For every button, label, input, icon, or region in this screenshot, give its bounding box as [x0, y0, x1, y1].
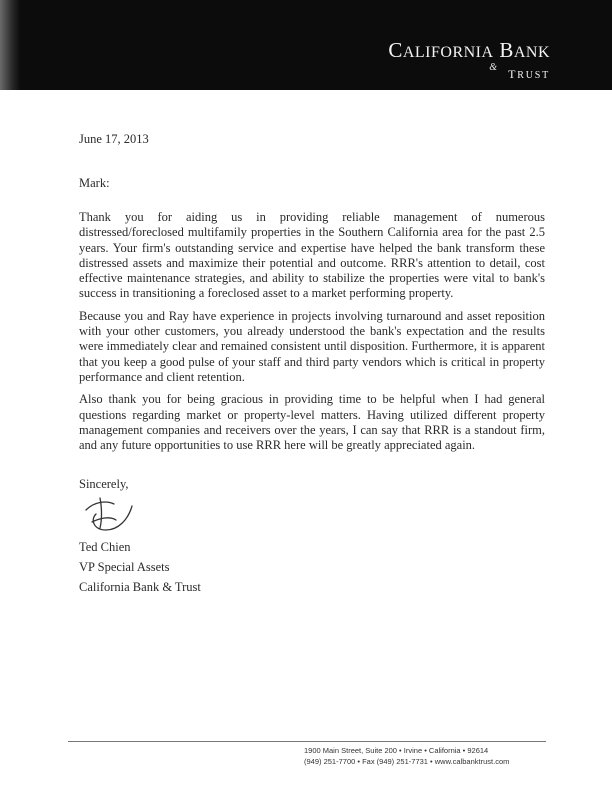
logo-name-line2: TRUST	[508, 67, 550, 81]
letterhead-banner	[0, 0, 612, 90]
signer-name: Ted Chien	[79, 540, 131, 554]
letter-salutation: Mark:	[79, 176, 110, 190]
handwritten-signature	[80, 494, 140, 536]
body-paragraph: Thank you for aiding us in providing reliable management of numerous distressed/foreclosed multifamily properties in the Southern California area for the past 2.5 years. Your firm's outstanding service and expertise have helped the bank transform these distressed assets and maximize their potential and outcome. RRR's attention to detail, cost effective maintenance strategies, and ability to stabilize the properties were vital to bank's success in transitioning a foreclosed asset to a market performing property.	[79, 210, 545, 301]
logo-name-line1: CALIFORNIA BANK	[388, 38, 550, 62]
bank-logo	[388, 38, 550, 81]
banner-edge-shading	[0, 0, 20, 90]
footer-divider	[68, 741, 546, 742]
footer-contact: (949) 251-7700 • Fax (949) 251-7731 • www.calbanktrust.com	[304, 757, 510, 766]
signer-company: California Bank & Trust	[79, 580, 201, 594]
letter-closing: Sincerely,	[79, 477, 129, 491]
letter-date: June 17, 2013	[79, 132, 149, 146]
logo-ampersand: &	[489, 62, 497, 73]
body-paragraph: Because you and Ray have experience in projects involving turnaround and asset reposition with your other customers, you already understood the bank's expectation and the results were immediately clear and remained consistent until disposition. Furthermore, it is apparent that you keep a good pulse of your staff and third party vendors which is critical in property performance and client retention.	[79, 308, 545, 384]
body-paragraph: Also thank you for being gracious in providing time to be helpful when I had general questions regarding market or property-level matters. Having utilized different property management companies and receivers over the years, I can say that RRR is a standout firm, and any future opportunities to use RRR here will be greatly appreciated again.	[79, 392, 545, 453]
signer-title: VP Special Assets	[79, 560, 170, 574]
footer-address: 1900 Main Street, Suite 200 • Irvine • California • 92614	[304, 746, 489, 755]
letter-body	[79, 210, 545, 460]
